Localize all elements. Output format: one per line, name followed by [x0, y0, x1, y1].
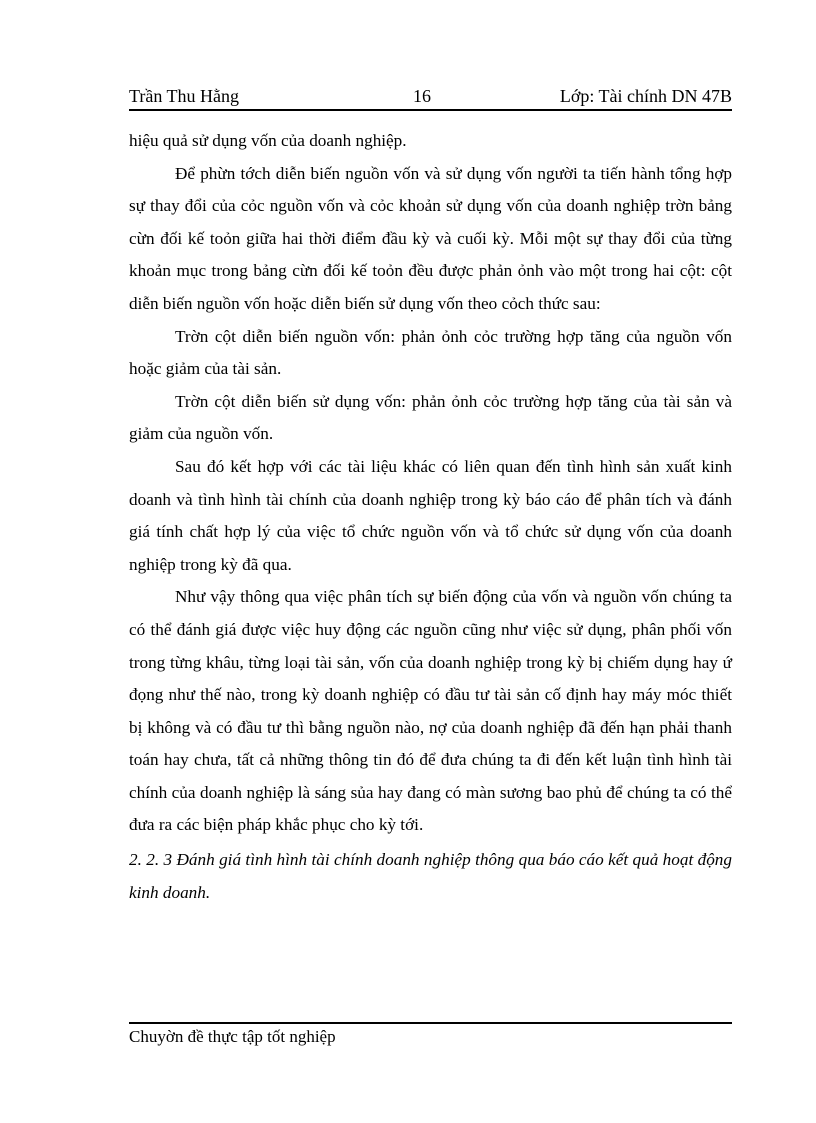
header-page-number: 16: [413, 86, 431, 106]
header-author: Trần Thu Hằng: [129, 86, 240, 106]
paragraph-continuation: hiệu quả sử dụng vốn của doanh nghiệp.: [129, 131, 407, 150]
section-heading: 2. 2. 3 Đánh giá tình hình tài chính doanh nghiệp thông qua báo cáo kết quả hoạt động kinh doanh.: [129, 850, 732, 902]
page-body: [129, 125, 732, 909]
paragraph-combined-analysis: Sau đó kết hợp với các tài liệu khác có liên quan đến tình hình sản xuất kinh doanh và tình hình tài chính của doanh nghiệp trong kỳ báo cáo để phân tích và đánh giá tính chất hợp lý của việc tổ chức nguồn vốn và tổ chức sử dụng vốn của doanh nghiệp trong kỳ đã qua.: [129, 456, 732, 574]
paragraph-analysis-method: Để phừn tớch diễn biến nguồn vốn và sử dụng vốn người ta tiến hành tổng hợp sự thay đổi của cỏc nguồn vốn và cỏc khoản sử dụng vốn của doanh nghiệp trờn bảng cừn đối kế toỏn giữa hai thời điểm đầu kỳ và cuối kỳ. Mỗi một sự thay đổi của từng khoản mục trong bảng cừn đối kế toỏn đều được phản ỏnh vào một trong hai cột: cột diễn biến nguồn vốn hoặc diễn biến sử dụng vốn theo cỏch thức sau:: [129, 163, 732, 313]
page-footer: Chuyờn đề thực tập tốt nghiệp: [129, 1027, 336, 1046]
paragraph-source-column: Trờn cột diễn biến nguồn vốn: phản ỏnh cỏc trường hợp tăng của nguồn vốn hoặc giảm của tài sản.: [129, 326, 732, 379]
header-class: Lớp: Tài chính DN 47B: [559, 86, 732, 106]
paragraph-conclusion: Như vậy thông qua việc phân tích sự biến động của vốn và nguồn vốn chúng ta có thể đánh giá được việc huy động các nguồn cũng như việc sử dụng, phân phối vốn trong từng khâu, từng loại tài sản, vốn của doanh nghiệp trong kỳ bị chiếm dụng hay ứ đọng như thế nào, trong kỳ doanh nghiệp có đầu tư tài sản cố định hay máy móc thiết bị không và có đầu tư thì bằng nguồn nào, nợ của doanh nghiệp đã đến hạn phải thanh toán hay chưa, tất cả những thông tin đó để đưa chúng ta đi đến kết luận tình hình tài chính của doanh nghiệp là sáng sủa hay đang có màn sương bao phủ để chúng ta có thể đưa ra các biện pháp khắc phục cho kỳ tới.: [129, 587, 732, 835]
header-divider: [129, 109, 732, 111]
footer-divider: [129, 1022, 732, 1024]
page-header: [129, 84, 732, 108]
paragraph-use-column: Trờn cột diễn biến sử dụng vốn: phản ỏnh cỏc trường hợp tăng của tài sản và giảm của nguồn vốn.: [129, 391, 732, 444]
